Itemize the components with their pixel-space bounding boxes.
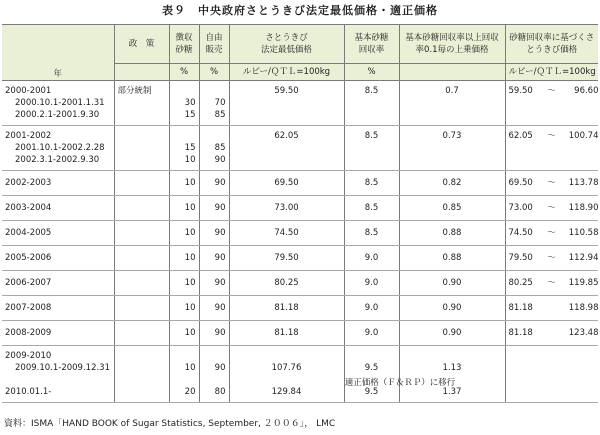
cell-min-price: 80.25 xyxy=(229,271,344,296)
cell-recovery: 8.5 xyxy=(344,196,399,221)
table-row xyxy=(2,271,598,296)
cell-year: 2002-2003 xyxy=(2,171,114,196)
cell-levy: 10 xyxy=(169,246,199,271)
cell-recovery: 8.5 xyxy=(344,126,399,171)
table-row xyxy=(2,81,598,126)
cell-levy: 10 xyxy=(169,171,199,196)
cell-recovery: 9.0 xyxy=(344,246,399,271)
cell-year: 2009-2010 2009.10.1-2009.12.31 2010.01.1- xyxy=(2,346,114,403)
cell-free-sale: 90 xyxy=(199,296,229,321)
cell-fair-price: 59.50 ～ 96.60 xyxy=(505,81,598,126)
header-premium: 基本砂糖回収率以上回収率0.1毎の上乗価格 xyxy=(399,25,505,64)
cell-free-sale: 70 85 xyxy=(199,81,229,126)
cell-levy: 10 xyxy=(169,321,199,346)
unit-price: ルピー/ＱＴＬ=100kg xyxy=(229,64,344,81)
cell-premium: 0.82 xyxy=(399,171,505,196)
cell-premium: 0.7 xyxy=(399,81,505,126)
header-levy: 徴収 砂糖 xyxy=(169,25,199,64)
cell-policy xyxy=(114,171,169,196)
cell-year: 2000-2001 2000.10.1-2001.1.31 2000.2.1-2001.9.30 xyxy=(2,81,114,126)
header-min-price: さとうきび 法定最低価格 xyxy=(229,25,344,64)
table-row xyxy=(2,346,598,403)
header-free-sale: 自由 販売 xyxy=(199,25,229,64)
cell-year: 2003-2004 xyxy=(2,196,114,221)
table-row xyxy=(2,171,598,196)
table-row xyxy=(2,126,598,171)
cell-levy: 10 xyxy=(169,271,199,296)
cell-year: 2008-2009 xyxy=(2,321,114,346)
cell-free-sale: 90 xyxy=(199,221,229,246)
cell-year: 2005-2006 xyxy=(2,246,114,271)
cell-min-price: 59.50 xyxy=(229,81,344,126)
table-body xyxy=(2,81,598,403)
table-row xyxy=(2,246,598,271)
cell-year: 2004-2005 xyxy=(2,221,114,246)
unit-recovery: % xyxy=(344,64,399,81)
cell-min-price: 69.50 xyxy=(229,171,344,196)
cell-premium: 0.85 xyxy=(399,196,505,221)
cell-free-sale: 90 xyxy=(199,196,229,221)
cell-fair-price: 62.05 ～ 100.74 xyxy=(505,126,598,171)
cell-policy xyxy=(114,246,169,271)
cell-free-sale: 85 90 xyxy=(199,126,229,171)
cell-premium: 0.90 xyxy=(399,321,505,346)
header-fair-price: 砂糖回収率に基づくさとうきび価格 xyxy=(505,25,598,64)
cell-policy xyxy=(114,221,169,246)
cell-premium: 1.13 1.37 xyxy=(399,346,505,403)
table-row xyxy=(2,296,598,321)
table-title: 表９ 中央政府さとうきび法定最低価格・適正価格 xyxy=(162,4,438,17)
cell-recovery: 9.0 xyxy=(344,271,399,296)
unit-policy xyxy=(114,64,169,81)
cell-policy xyxy=(114,346,169,403)
cell-levy: 10 xyxy=(169,221,199,246)
cell-min-price: 62.05 xyxy=(229,126,344,171)
cell-free-sale: 90 xyxy=(199,271,229,296)
table-row xyxy=(2,221,598,246)
cell-min-price: 81.18 xyxy=(229,296,344,321)
cell-min-price: 81.18 xyxy=(229,321,344,346)
cell-policy xyxy=(114,271,169,296)
cell-min-price: 73.00 xyxy=(229,196,344,221)
cell-recovery: 9.0 xyxy=(344,321,399,346)
cell-levy: 10 xyxy=(169,196,199,221)
cell-premium: 0.88 xyxy=(399,246,505,271)
cell-free-sale: 90 xyxy=(199,171,229,196)
cell-fair-price: 74.50 ～ 110.58 xyxy=(505,221,598,246)
cell-levy: 10 20 xyxy=(169,346,199,403)
cell-fair-price: 73.00 ～ 118.90 xyxy=(505,196,598,221)
cell-free-sale: 90 xyxy=(199,246,229,271)
cell-premium: 0.90 xyxy=(399,271,505,296)
cell-free-sale: 90 80 xyxy=(199,346,229,403)
cell-recovery: 8.5 xyxy=(344,221,399,246)
unit-free: % xyxy=(199,64,229,81)
unit-levy: % xyxy=(169,64,199,81)
cell-fair-price xyxy=(505,346,598,403)
cell-fair-price: 81.18 123.48 xyxy=(505,321,598,346)
cell-recovery: 9.5 9.5 xyxy=(344,346,399,403)
header-year: 年 xyxy=(2,25,114,81)
cell-min-price: 79.50 xyxy=(229,246,344,271)
cell-fair-price: 81.18 118.98 xyxy=(505,296,598,321)
cell-premium: 0.88 xyxy=(399,221,505,246)
cell-year: 2006-2007 xyxy=(2,271,114,296)
cell-levy: 15 10 xyxy=(169,126,199,171)
cell-fair-price: 69.50 ～ 113.78 xyxy=(505,171,598,196)
cell-fair-price: 79.50 ～ 112.94 xyxy=(505,246,598,271)
cell-premium: 0.90 xyxy=(399,296,505,321)
cell-recovery: 8.5 xyxy=(344,81,399,126)
cell-levy: 30 15 xyxy=(169,81,199,126)
price-table xyxy=(2,24,598,403)
cell-premium: 0.73 xyxy=(399,126,505,171)
cell-policy: 部分統制 xyxy=(114,81,169,126)
cell-levy: 10 xyxy=(169,296,199,321)
cell-recovery: 8.5 xyxy=(344,171,399,196)
cell-min-price: 74.50 xyxy=(229,221,344,246)
cell-policy xyxy=(114,126,169,171)
cell-policy xyxy=(114,321,169,346)
cell-free-sale: 90 xyxy=(199,321,229,346)
cell-policy xyxy=(114,196,169,221)
cell-year: 2001-2002 2001.10.1-2002.2.28 2002.3.1-2002.9.30 xyxy=(2,126,114,171)
transition-note: 適正価格（Ｆ＆ＲＰ）に移行 xyxy=(344,378,456,388)
table-row xyxy=(2,196,598,221)
header-policy: 政 策 xyxy=(114,25,169,64)
cell-recovery: 9.0 xyxy=(344,296,399,321)
cell-fair-price: 80.25 ～ 119.85 xyxy=(505,271,598,296)
cell-year: 2007-2008 xyxy=(2,296,114,321)
header-recovery: 基本砂糖 回収率 xyxy=(344,25,399,64)
header-row xyxy=(2,25,598,64)
source-note: 資料：ISMA「HAND BOOK of Sugar Statistics, September, ２００６」， LMC xyxy=(4,419,336,429)
cell-min-price: 107.76 129.84 xyxy=(229,346,344,403)
unit-premium xyxy=(399,64,505,81)
unit-fair: ルピー/ＱＴＬ=100kg xyxy=(505,64,598,81)
cell-policy xyxy=(114,296,169,321)
table-row xyxy=(2,321,598,346)
